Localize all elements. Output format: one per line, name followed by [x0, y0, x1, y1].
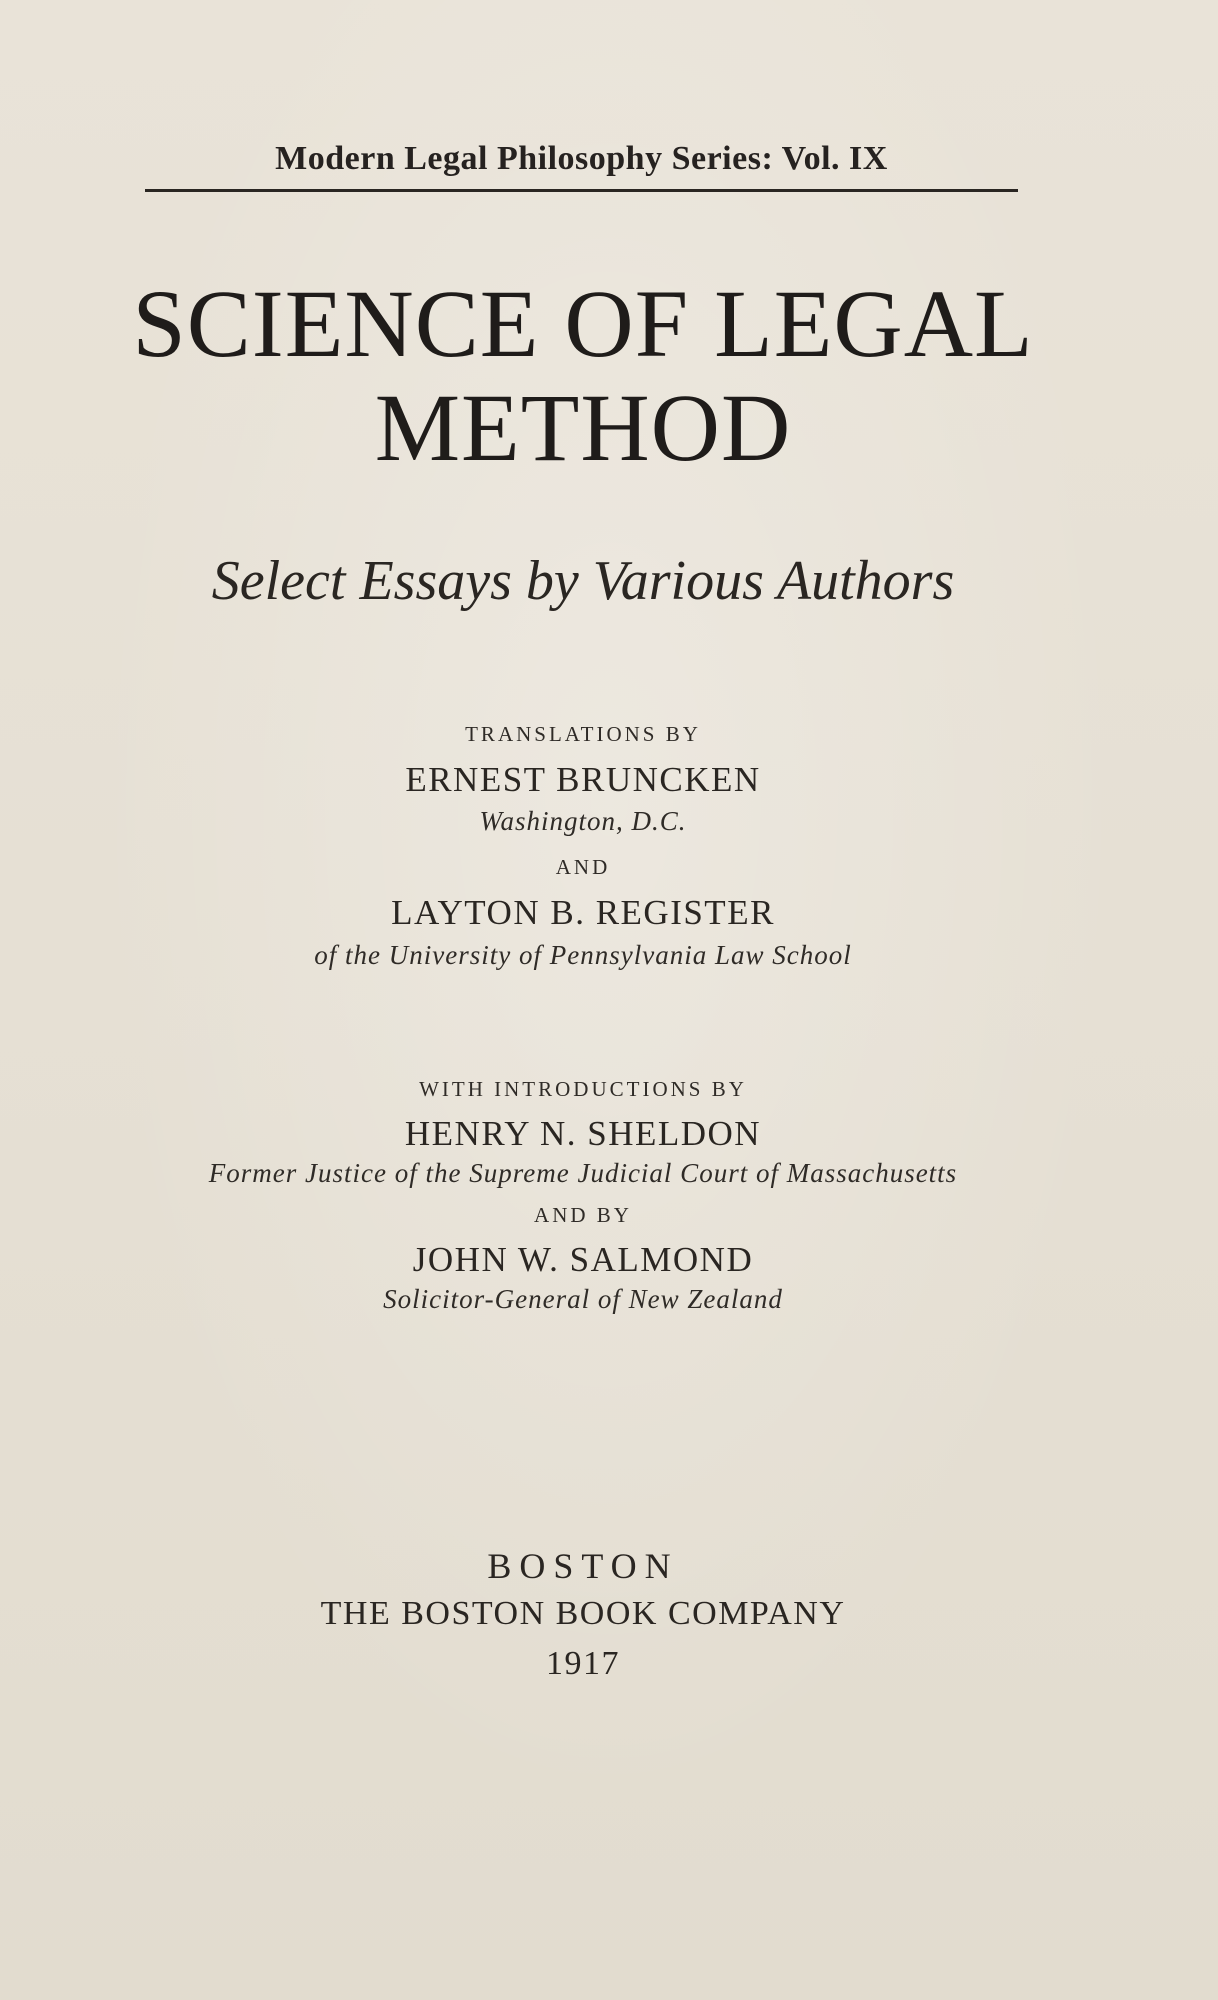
translator-1-affiliation: Washington, D.C.	[479, 806, 687, 836]
series-rule-divider	[145, 189, 1018, 192]
introductions-heading: WITH INTRODUCTIONS BY	[419, 1077, 747, 1101]
translator-2-name: LAYTON B. REGISTER	[391, 893, 775, 932]
translations-and: AND	[555, 855, 611, 879]
book-title-line-1: SCIENCE OF LEGAL	[132, 270, 1034, 377]
imprint-year: 1917	[546, 1645, 620, 1682]
book-subtitle: Select Essays by Various Authors	[211, 550, 955, 612]
book-title	[0, 272, 1166, 480]
series-header	[145, 135, 1018, 192]
translator-2-affiliation: of the University of Pennsylvania Law School	[314, 940, 852, 970]
book-title-line-2: METHOD	[374, 374, 792, 481]
translator-1-name: ERNEST BRUNCKEN	[405, 760, 761, 799]
introducer-2-name: JOHN W. SALMOND	[412, 1240, 754, 1279]
series-title: Modern Legal Philosophy Series: Vol. IX	[275, 140, 888, 177]
imprint-publisher: THE BOSTON BOOK COMPANY	[320, 1595, 846, 1632]
introducer-1-affiliation: Former Justice of the Supreme Judicial Court of Massachusetts	[208, 1158, 958, 1188]
imprint-city: BOSTON	[487, 1546, 679, 1586]
introducer-1-name: HENRY N. SHELDON	[404, 1114, 762, 1153]
introducer-2-affiliation: Solicitor-General of New Zealand	[383, 1284, 783, 1314]
translations-heading: TRANSLATIONS BY	[465, 722, 701, 746]
introductions-and-by: AND BY	[534, 1203, 632, 1227]
